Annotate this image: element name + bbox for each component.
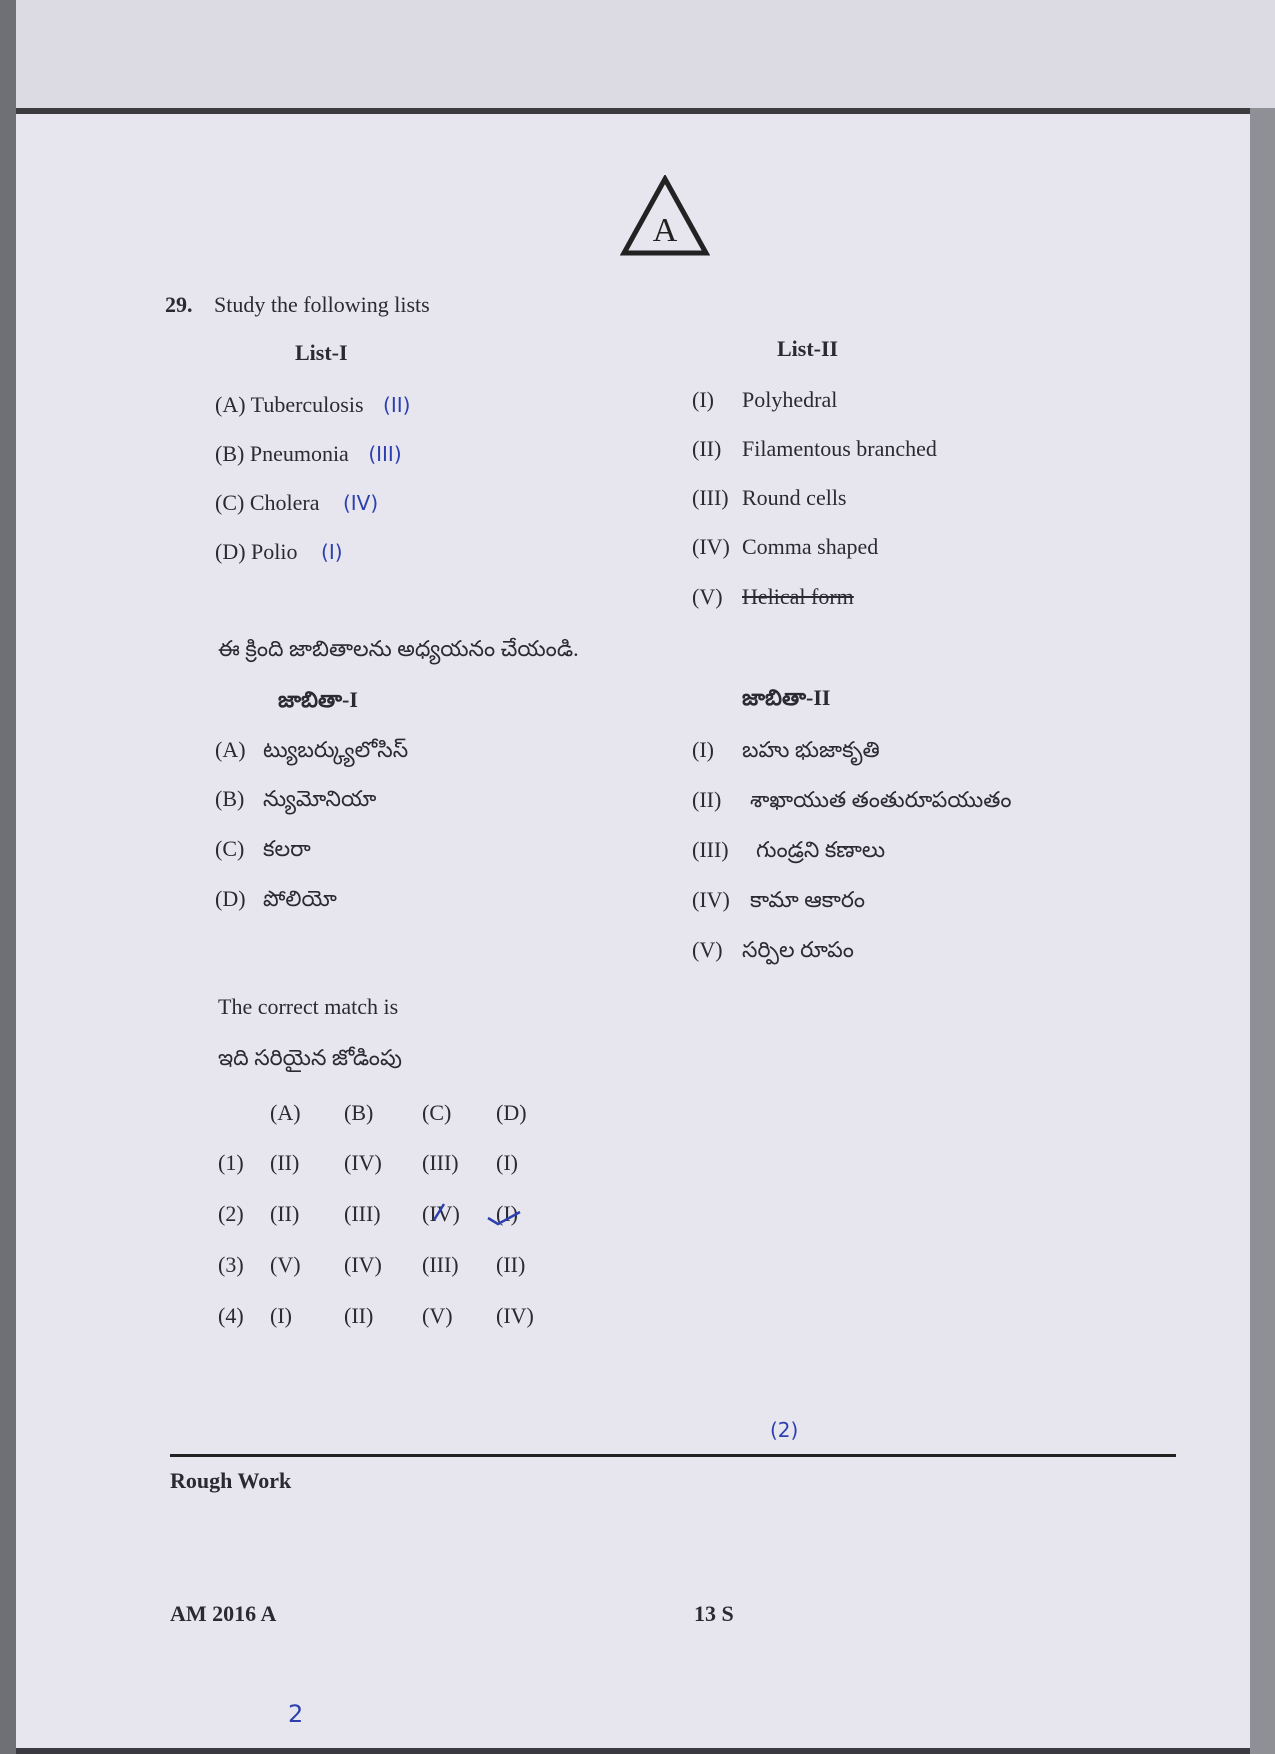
- telugu-list1-item: (C) కలరా: [215, 836, 311, 861]
- list2-item: (IV) Comma shaped: [692, 534, 879, 559]
- list1-item: (C) Cholera (IV): [215, 490, 379, 515]
- handwritten-answer: (2): [770, 1418, 799, 1442]
- footer-rule: [170, 1454, 1176, 1457]
- option-row[interactable]: (4) (I) (II) (V) (IV): [218, 1303, 534, 1328]
- match-prompt-telugu: ఇది సరియైన జోడింపు: [218, 1045, 402, 1070]
- list2-heading: List-II: [777, 336, 839, 361]
- scan-edge: [0, 0, 16, 1754]
- list1-item: (A) Tuberculosis (II): [215, 392, 411, 417]
- telugu-list2-item: (II) శాఖాయుత తంతురూపయుతం: [692, 787, 1012, 812]
- handwritten-footer-mark: 2: [288, 1700, 304, 1728]
- badge-letter: A: [652, 212, 678, 249]
- handwritten-mark: (II): [383, 393, 411, 417]
- list1-item: (D) Polio (I): [215, 539, 343, 564]
- question-prompt: Study the following lists: [214, 292, 430, 317]
- match-prompt: The correct match is: [218, 994, 399, 1019]
- page-number: 13 S: [694, 1601, 734, 1626]
- list2-item-struck: (V) Helical form: [692, 584, 854, 609]
- list2-item: (III) Round cells: [692, 485, 847, 510]
- list1-heading: List-I: [295, 340, 348, 365]
- telugu-list2-item: (III) గుండ్రని కణాలు: [692, 837, 886, 862]
- telugu-list1-item: (A) ట్యుబర్క్యులోసిస్: [215, 737, 409, 762]
- telugu-list1-heading: జాబితా-I: [278, 687, 358, 712]
- option-row[interactable]: (2) (II) (III) (IV) (I): [218, 1201, 518, 1226]
- list2-item: (I) Polyhedral: [692, 387, 838, 412]
- underlying-sheet: [16, 0, 1275, 108]
- list2-item: (II) Filamentous branched: [692, 436, 937, 461]
- question-number: 29.: [165, 292, 193, 317]
- telugu-list1-item: (B) న్యుమోనియా: [215, 786, 377, 811]
- handwritten-mark: (III): [368, 442, 402, 466]
- page-top-edge: [16, 108, 1250, 114]
- telugu-list2-item: (I) బహు భుజాకృతి: [692, 737, 880, 762]
- telugu-list2-item: (V) సర్పిల రూపం: [692, 937, 854, 962]
- option-row[interactable]: (3) (V) (IV) (III) (II): [218, 1252, 526, 1277]
- telugu-list1-item: (D) పోలియో: [215, 886, 337, 911]
- handwritten-mark: (IV): [342, 491, 379, 515]
- exam-page: [16, 112, 1250, 1754]
- telugu-prompt: ఈ క్రింది జాబితాలను అధ్యయనం చేయండి.: [218, 636, 579, 661]
- set-badge-icon: [620, 175, 710, 257]
- handwritten-mark: (I): [321, 540, 343, 564]
- list1-item: (B) Pneumonia (III): [215, 441, 402, 466]
- rough-work-label: Rough Work: [170, 1468, 292, 1493]
- paper-code: AM 2016 A: [170, 1601, 277, 1626]
- tick-marks-icon: [410, 1192, 540, 1232]
- telugu-list2-heading: జాబితా-II: [742, 685, 831, 710]
- option-row[interactable]: (1) (II) (IV) (III) (I): [218, 1150, 518, 1175]
- options-header: (A) (B) (C) (D): [270, 1100, 527, 1125]
- telugu-list2-item: (IV) కామా ఆకారం: [692, 887, 866, 912]
